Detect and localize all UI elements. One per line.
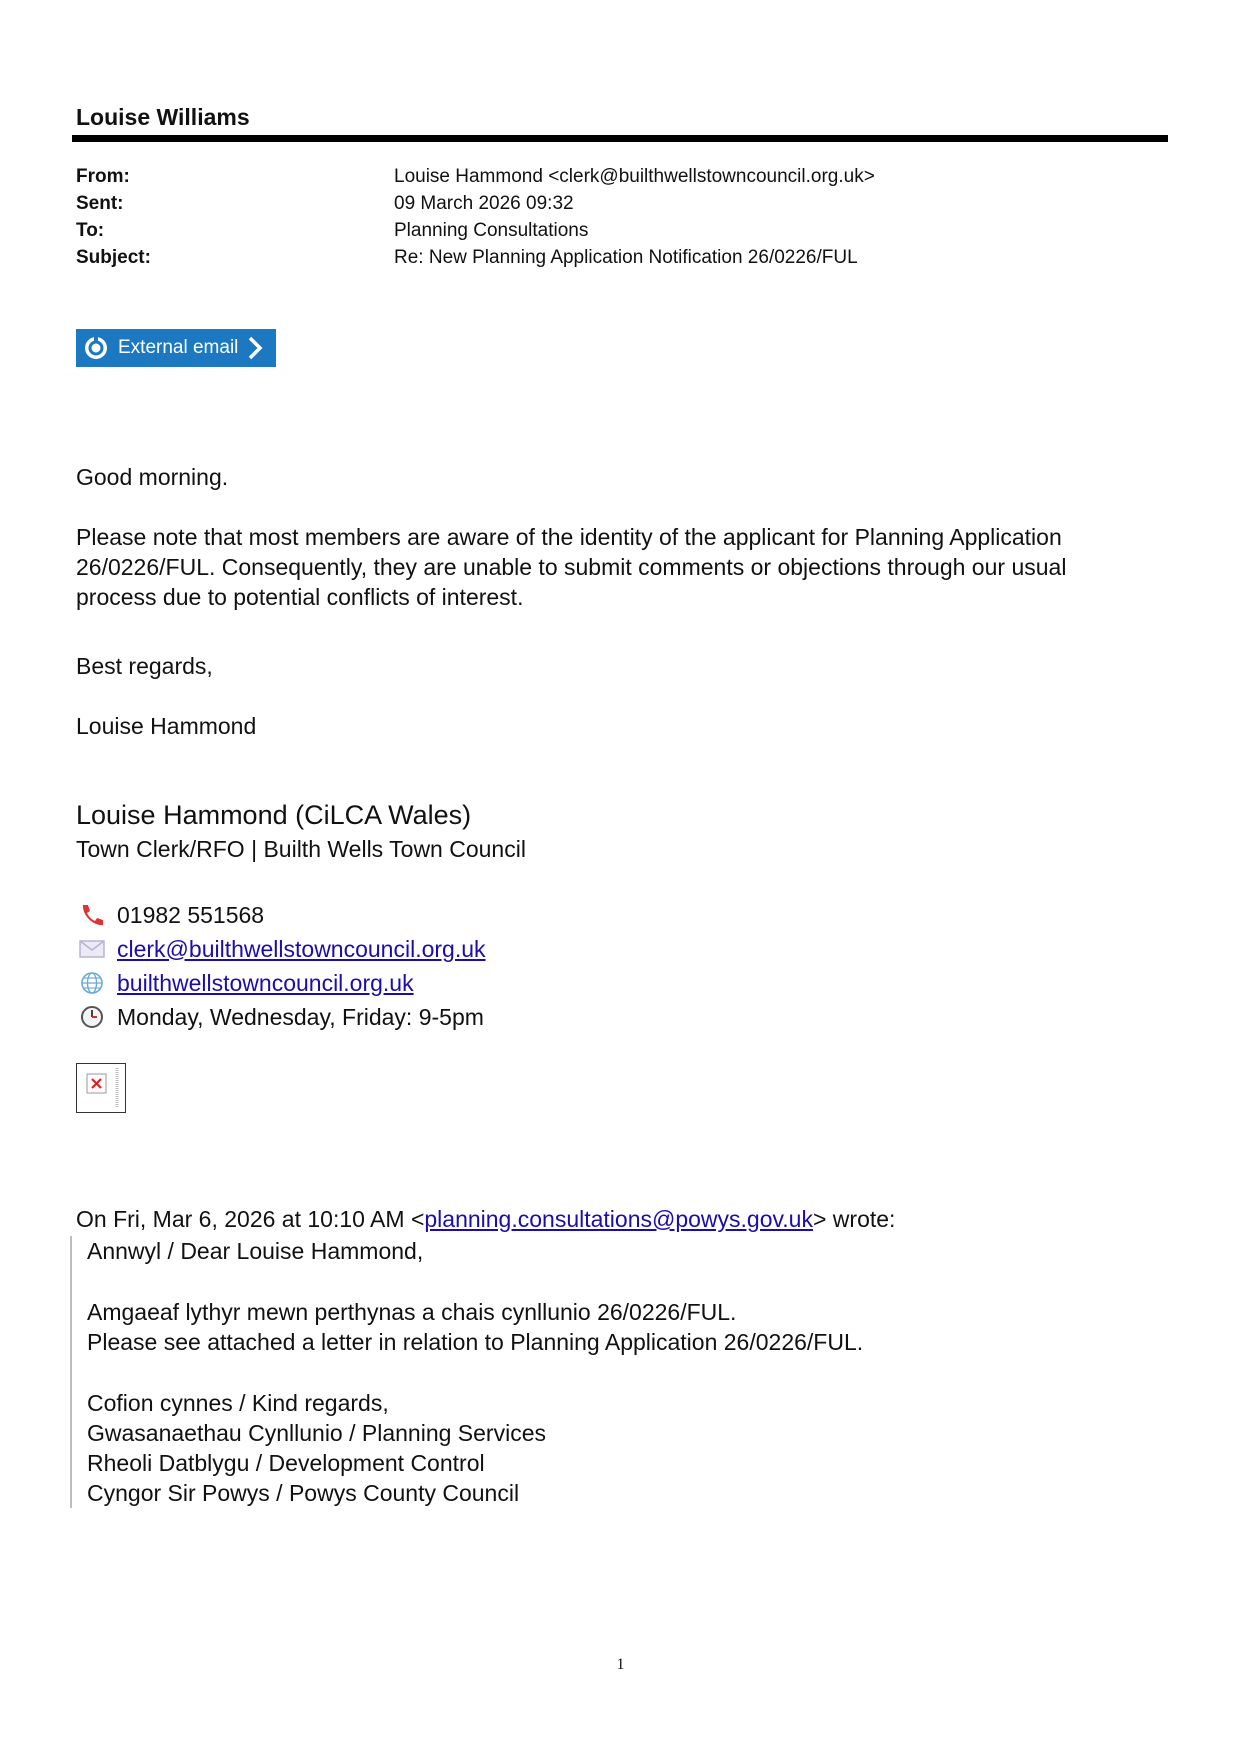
closing: Best regards,	[76, 653, 213, 679]
envelope-icon	[78, 935, 106, 963]
from-label: From:	[76, 166, 130, 187]
email-link[interactable]: clerk@builthwellstowncouncil.org.uk	[117, 935, 486, 962]
quoted-sign-1: Cofion cynnes / Kind regards,	[87, 1390, 389, 1416]
signoff: Louise Hammond	[76, 713, 257, 739]
contact-phone	[78, 900, 264, 930]
broken-image-icon	[76, 1063, 126, 1113]
quoted-sign-3: Rheoli Datblygu / Development Control	[87, 1450, 485, 1476]
sent-value: 09 March 2026 09:32	[394, 193, 574, 214]
page-number: 1	[616, 1656, 625, 1673]
to-value: Planning Consultations	[394, 220, 589, 241]
greeting: Good morning.	[76, 464, 229, 490]
quoted-intro	[76, 1206, 895, 1233]
contact-website	[78, 968, 414, 998]
signature-title: Town Clerk/RFO | Builth Wells Town Council	[76, 836, 526, 862]
quoted-intro-suffix: > wrote:	[812, 1206, 896, 1232]
quoted-sender-link[interactable]: planning.consultations@powys.gov.uk	[424, 1206, 813, 1232]
globe-icon	[78, 969, 106, 997]
website-link[interactable]: builthwellstowncouncil.org.uk	[117, 969, 414, 996]
subject-value: Re: New Planning Application Notification 26/0226/FUL	[394, 247, 858, 268]
office-hours: Monday, Wednesday, Friday: 9-5pm	[117, 1003, 484, 1030]
quote-bar	[70, 1236, 72, 1508]
body-paragraph: Please note that most members are aware of the identity of the applicant for Planning Application 26/0226/FUL. Consequently, they are unable to submit comments or objections through our usual process due to potential conflicts of interest.	[76, 524, 1067, 610]
phone-icon	[78, 901, 106, 929]
contact-hours	[78, 1002, 484, 1032]
outlook-icon	[83, 335, 109, 361]
to-label: To:	[76, 220, 105, 241]
external-email-label: External email	[118, 337, 239, 358]
signature-name: Louise Hammond (CiLCA Wales)	[76, 800, 472, 830]
quoted-sign-2: Gwasanaethau Cynllunio / Planning Services	[87, 1420, 546, 1446]
clock-icon	[78, 1003, 106, 1031]
quoted-salutation: Annwyl / Dear Louise Hammond,	[87, 1238, 424, 1264]
quoted-line-english: Please see attached a letter in relation to Planning Application 26/0226/FUL.	[87, 1329, 864, 1355]
mailbox-owner-name: Louise Williams	[76, 104, 250, 130]
chevron-right-icon	[246, 335, 264, 361]
quoted-intro-prefix: On Fri, Mar 6, 2026 at 10:10 AM <	[76, 1206, 425, 1232]
quoted-sign-4: Cyngor Sir Powys / Powys County Council	[87, 1480, 520, 1506]
subject-label: Subject:	[76, 247, 151, 268]
sent-label: Sent:	[76, 193, 124, 214]
external-email-badge[interactable]	[76, 329, 276, 367]
phone-number: 01982 551568	[117, 901, 265, 928]
quoted-line-welsh: Amgaeaf lythyr mewn perthynas a chais cynllunio 26/0226/FUL.	[87, 1299, 737, 1325]
from-value: Louise Hammond <clerk@builthwellstowncouncil.org.uk>	[394, 166, 875, 187]
header-divider	[72, 135, 1168, 142]
contact-email	[78, 934, 486, 964]
